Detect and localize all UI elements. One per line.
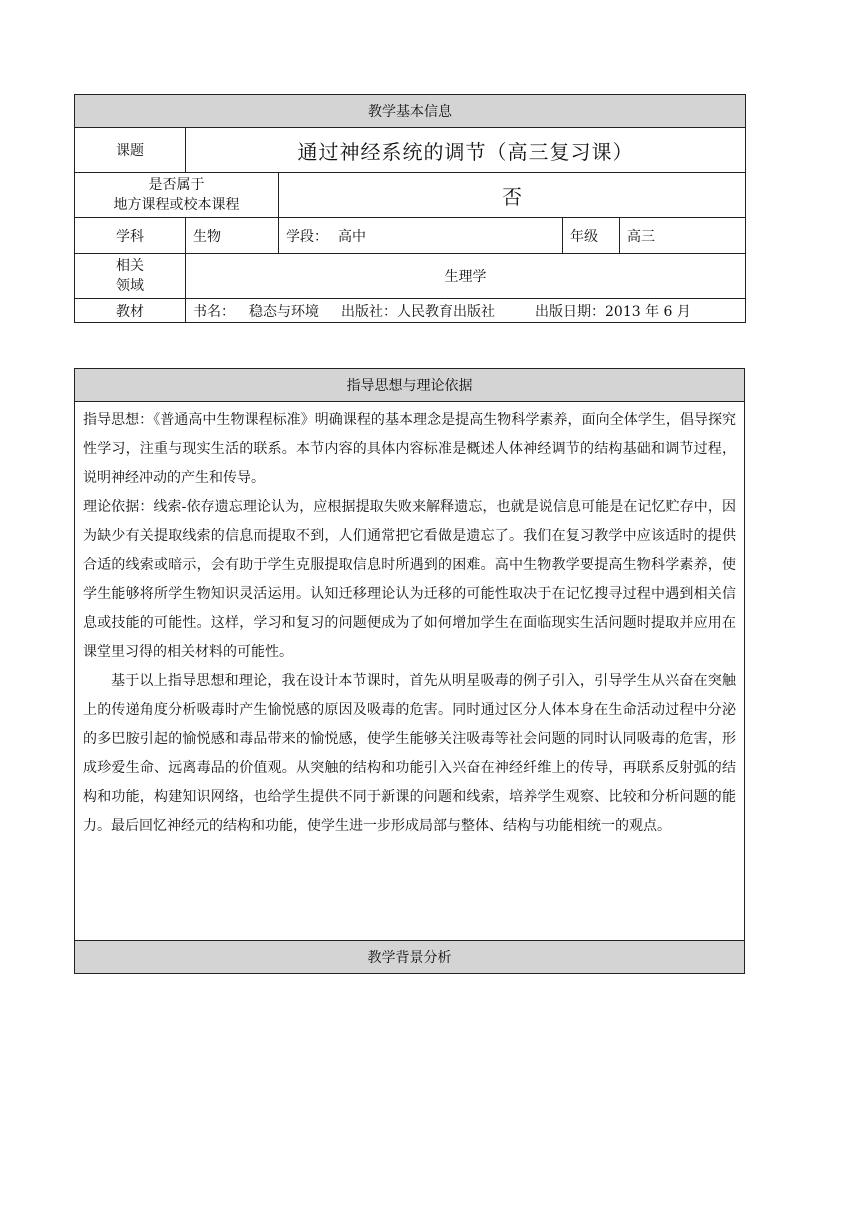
guidance-paragraph-2: 理论依据：线索-依存遗忘理论认为，应根据提取失败来解释遗忘，也就是说信息可能是在记忆贮存中，因为缺少有关提取线索的信息而提取不到，人们通常把它看做是遗忘了。我们在复习教学中应该适时的提供合适的线索或暗示，会有助于学生克服提取信息时所遇到的困难。高中生物教学要提高生物科学素养，使学生能够将所学生物知识灵活运用。认知迁移理论认为迁移的可能性取决于在记忆搜寻过程中遇到相关信息或技能的可能性。这样，学习和复习的问题便成为了如何增加学生在面临现实生活问题时提取并应用在课堂里习得的相关材料的可能性。 — [83, 499, 736, 660]
subject-value: 生物 — [186, 218, 279, 254]
publisher: 人民教育出版社 — [397, 303, 495, 320]
field-label-line1: 相关 — [116, 258, 144, 274]
local-course-value: 否 — [279, 173, 746, 218]
subject-label: 学科 — [75, 218, 186, 254]
pub-date-label: 出版日期： — [535, 303, 605, 320]
guidance-paragraph-3: 基于以上指导思想和理论，我在设计本节课时，首先从明星吸毒的例子引入，引导学生从兴奋在突触上的传递角度分析吸毒时产生愉悦感的原因及吸毒的危害。同时通过区分人体本身在生命活动过程中分泌的多巴胺引起的愉悦感和毒品带来的愉悦感，使学生能够关注吸毒等社会问题的同时认同吸毒的危害，形成珍爱生命、远离毒品的价值观。从突触的结构和功能引入兴奋在神经纤维上的传导，再联系反射弧的结构和功能，构建知识网络，也给学生提供不同于新课的问题和线索，培养学生观察、比较和分析问题的能力。最后回忆神经元的结构和功能，使学生进一步形成局部与整体、结构与功能相统一的观点。 — [83, 673, 736, 834]
field-label-line2: 领域 — [116, 278, 144, 294]
pub-date: 2013 年 6 月 — [605, 303, 691, 320]
local-course-label — [75, 173, 279, 218]
topic-value: 通过神经系统的调节（高三复习课） — [186, 128, 746, 173]
topic-label: 课题 — [75, 128, 186, 173]
basic-info-header: 教学基本信息 — [75, 95, 746, 128]
grade-value: 高三 — [620, 218, 746, 254]
guidance-body — [75, 402, 745, 941]
publisher-label: 出版社： — [341, 303, 397, 320]
field-label — [75, 254, 186, 299]
stage-label: 学段： — [286, 228, 328, 245]
textbook-name-label: 书名： — [193, 303, 235, 320]
basic-info-table — [74, 94, 746, 323]
textbook-info — [186, 299, 746, 323]
local-course-label-line1: 是否属于 — [148, 177, 205, 193]
guidance-table — [74, 368, 745, 974]
guidance-header: 指导思想与理论依据 — [75, 369, 745, 402]
local-course-label-line2: 地方课程或校本课程 — [113, 197, 240, 213]
textbook-name: 稳态与环境 — [249, 303, 319, 320]
textbook-label: 教材 — [75, 299, 186, 323]
stage-value: 高中 — [338, 228, 366, 245]
stage-cell — [279, 218, 563, 254]
field-value: 生理学 — [186, 254, 746, 299]
guidance-paragraph-1: 指导思想：《普通高中生物课程标准》明确课程的基本理念是提高生物科学素养，面向全体学生，倡导探究性学习，注重与现实生活的联系。本节内容的具体内容标准是概述人体神经调节的结构基础和调节过程，说明神经冲动的产生和传导。 — [83, 412, 736, 486]
background-header: 教学背景分析 — [75, 941, 745, 974]
grade-label: 年级 — [563, 218, 620, 254]
